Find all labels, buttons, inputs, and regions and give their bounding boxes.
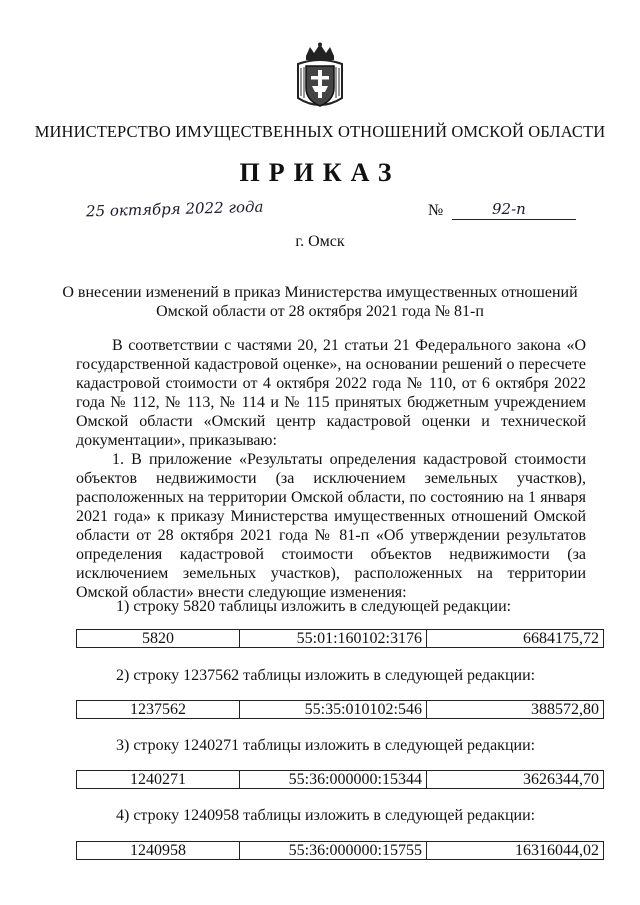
ministry-name: МИНИСТЕРСТВО ИМУЩЕСТВЕННЫХ ОТНОШЕНИЙ ОМСКОЙ ОБЛАСТИ [34, 122, 606, 141]
table-row [77, 842, 604, 860]
row-number-cell: 5820 [77, 630, 240, 648]
table-row [77, 630, 604, 648]
cadastral-number-cell: 55:36:000000:15344 [240, 771, 427, 789]
amendment-item-4: 4) строку 1240958 таблицы изложить в следующей редакции: [116, 807, 536, 824]
number-label: № [428, 202, 444, 219]
amendment-item-3: 3) строку 1240271 таблицы изложить в следующей редакции: [116, 737, 536, 754]
document-type-title: ПРИКАЗ [239, 158, 401, 187]
document-subject [60, 283, 580, 321]
cadastral-number-cell: 55:01:160102:3176 [240, 630, 427, 648]
subject-line-1: О внесении изменений в приказ Министерства имущественных отношений [62, 284, 578, 301]
document-body [76, 336, 586, 602]
cadastral-value-cell: 3626344,70 [427, 771, 604, 789]
cadastral-value-cell: 388572,80 [427, 701, 604, 719]
body-paragraph-2: 1. В приложение «Результаты определения кадастровой стоимости объектов недвижимости (за исключением земельных участков), расположенных на территории Омской области, по состоянию на 1 января 2021 года» к приказу Министерства имущественных отношений Омской области от 28 октября 2021 года № 81-п «Об утверждении результатов определения кадастровой стоимости объектов недвижимости (за исключением земельных участков), расположенных на территории Омской области» внести следующие изменения: [76, 451, 586, 601]
handwritten-number: 92-п [492, 200, 526, 218]
number-underline [452, 219, 576, 220]
amendment-table-1 [76, 629, 604, 648]
city: г. Омск [295, 233, 345, 250]
handwritten-date: 25 октября 2022 года [85, 197, 264, 221]
amendment-table-2 [76, 700, 604, 719]
amendment-item-1: 1) строку 5820 таблицы изложить в следующей редакции: [116, 598, 512, 615]
row-number-cell: 1240271 [77, 771, 240, 789]
amendment-table-3 [76, 770, 604, 789]
cadastral-value-cell: 16316044,02 [427, 842, 604, 860]
row-number-cell: 1240958 [77, 842, 240, 860]
amendment-table-4 [76, 841, 604, 860]
cadastral-number-cell: 55:35:010102:546 [240, 701, 427, 719]
subject-line-2: Омской области от 28 октября 2021 года № 81-п [156, 303, 484, 320]
coat-of-arms-icon [292, 42, 348, 114]
table-row [77, 771, 604, 789]
table-row [77, 701, 604, 719]
row-number-cell: 1237562 [77, 701, 240, 719]
body-paragraph-1: В соответствии с частями 20, 21 статьи 21 Федерального закона «О государственной кадастровой оценке», на основании решений о пересчете кадастровой стоимости от 4 октября 2022 года № 110, от 6 октября 2022 года № 112, № 113, № 114 и № 115 принятых бюджетным учреждением Омской области «Омский центр кадастровой оценки и технической документации», приказываю: [76, 337, 586, 449]
amendment-item-2: 2) строку 1237562 таблицы изложить в следующей редакции: [116, 667, 536, 684]
cadastral-number-cell: 55:36:000000:15755 [240, 842, 427, 860]
cadastral-value-cell: 6684175,72 [427, 630, 604, 648]
